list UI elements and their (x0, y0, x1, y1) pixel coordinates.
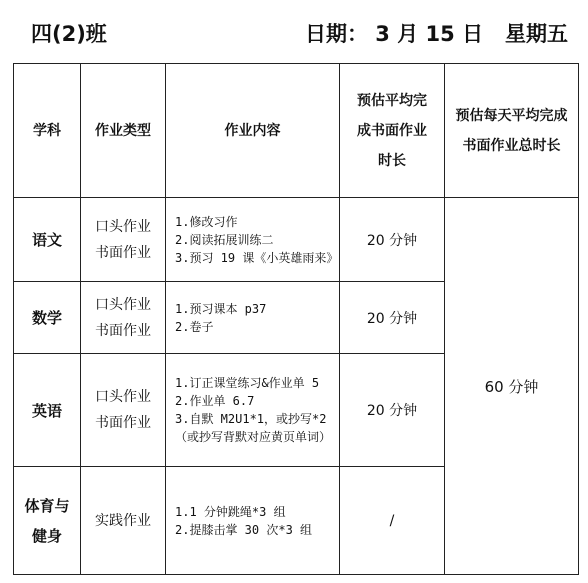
content-item: 1.预习课本 p37 (175, 301, 267, 316)
header-duration-line: 时长 (378, 152, 406, 169)
content-cell (166, 467, 340, 575)
content-item: 1.修改习作 (175, 214, 238, 229)
subject-label: 体育与 (24, 496, 70, 515)
type-cell (81, 467, 166, 575)
type-cell (81, 354, 166, 467)
type-cell (81, 198, 166, 282)
type-label: 口头作业 (95, 218, 151, 235)
content-item: 2.阅读拓展训练二 (175, 232, 274, 247)
content-cell (166, 354, 340, 467)
content-item: 2.作业单 6.7 (175, 394, 255, 408)
subject-cell: 英语 (14, 354, 81, 467)
duration-cell: 20 分钟 (340, 282, 445, 354)
type-label: 口头作业 (95, 389, 151, 405)
header-total (445, 64, 579, 198)
header-total-line: 书面作业总时长 (462, 137, 561, 154)
content-item: 2.提膝击掌 30 次*3 组 (175, 522, 313, 537)
content-item: 1.订正课堂练习&作业单 5 (175, 376, 320, 390)
content-item: 3.自默 M2U1*1，或抄写*2 (175, 412, 327, 426)
subject-cell: 语文 (14, 198, 81, 282)
type-label: 书面作业 (95, 244, 151, 261)
class-name: 四(2)班 (31, 22, 107, 46)
subject-label: 健身 (31, 526, 62, 545)
header-duration-line: 成书面作业 (357, 122, 427, 139)
date-weekday: 日期： 3 月 15 日 星期五 (304, 22, 568, 46)
type-label: 口头作业 (95, 296, 151, 313)
type-label: 实践作业 (95, 512, 151, 529)
type-label: 书面作业 (95, 415, 151, 431)
content-item: 1.1 分钟跳绳*3 组 (175, 504, 286, 519)
header-duration-line: 预估平均完 (357, 92, 427, 109)
duration-cell: 20 分钟 (340, 354, 445, 467)
header-type: 作业类型 (81, 64, 166, 198)
content-cell (166, 282, 340, 354)
content-item: 2.卷子 (175, 319, 214, 334)
subject-cell: 数学 (14, 282, 81, 354)
homework-table (13, 63, 579, 575)
content-cell (166, 198, 340, 282)
type-label: 书面作业 (95, 322, 151, 339)
content-item: （或抄写背默对应黄页单词） (175, 430, 332, 444)
total-duration-cell: 60 分钟 (445, 198, 579, 575)
table-header-row (14, 64, 579, 198)
type-cell (81, 282, 166, 354)
content-item: 3.预习 19 课《小英雄雨来》 (175, 250, 339, 265)
page-header (0, 0, 588, 60)
table-row (14, 198, 579, 282)
duration-cell: / (340, 467, 445, 575)
header-total-line: 预估每天平均完成 (455, 107, 568, 124)
header-duration (340, 64, 445, 198)
header-subject: 学科 (14, 64, 81, 198)
duration-cell: 20 分钟 (340, 198, 445, 282)
header-content: 作业内容 (166, 64, 340, 198)
subject-cell (14, 467, 81, 575)
